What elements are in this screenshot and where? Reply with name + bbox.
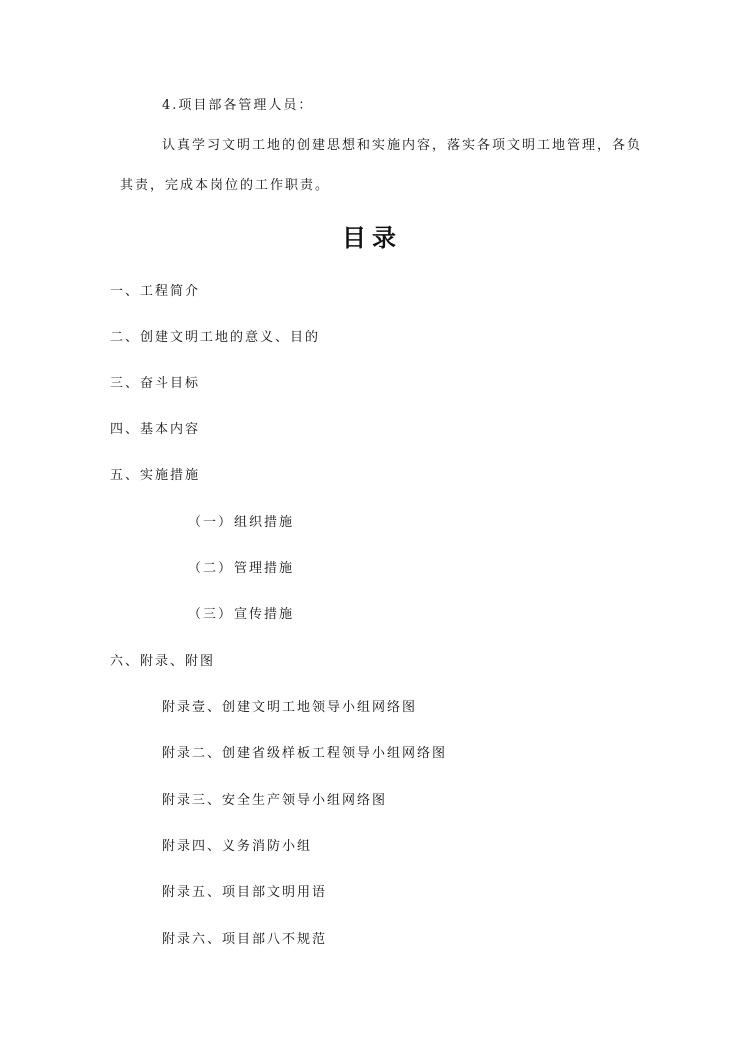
toc-appendix-item: 附录二、创建省级样板工程领导小组网络图 xyxy=(162,746,448,761)
toc-item: 五、实施措施 xyxy=(110,468,201,483)
section-heading-4: 4.项目部各管理人员： xyxy=(162,98,314,113)
toc-appendix-item: 附录五、项目部文明用语 xyxy=(162,885,328,900)
toc-appendix-item: 附录四、义务消防小组 xyxy=(162,839,313,854)
toc-item: 四、基本内容 xyxy=(110,422,201,437)
toc-item: 一、工程简介 xyxy=(110,284,201,299)
paragraph-line-1: 认真学习文明工地的创建思想和实施内容，落实各项文明工地管理，各负 xyxy=(162,138,643,153)
toc-appendix-item: 附录三、安全生产领导小组网络图 xyxy=(162,793,388,808)
toc-appendix-item: 附录壹、创建文明工地领导小组网络图 xyxy=(162,700,418,715)
toc-subitem xyxy=(188,514,294,532)
toc-subitem-label: 宣传措施 xyxy=(234,607,295,622)
toc-subitem-label: 管理措施 xyxy=(234,561,295,576)
toc-item: 三、奋斗目标 xyxy=(110,376,201,391)
toc-subitem-number: （一） xyxy=(188,515,234,530)
toc-subitem-number: （二） xyxy=(188,561,234,576)
toc-item: 六、附录、附图 xyxy=(110,654,216,669)
toc-appendix-item: 附录六、项目部八不规范 xyxy=(162,932,328,947)
toc-subitem-number: （三） xyxy=(188,607,234,622)
paragraph-line-2: 其责，完成本岗位的工作职责。 xyxy=(120,178,331,193)
toc-subitem-label: 组织措施 xyxy=(234,515,295,530)
toc-title: 目录 xyxy=(342,224,402,252)
toc-item: 二、创建文明工地的意义、目的 xyxy=(110,330,321,345)
toc-subitem xyxy=(188,560,294,578)
toc-subitem xyxy=(188,606,294,624)
